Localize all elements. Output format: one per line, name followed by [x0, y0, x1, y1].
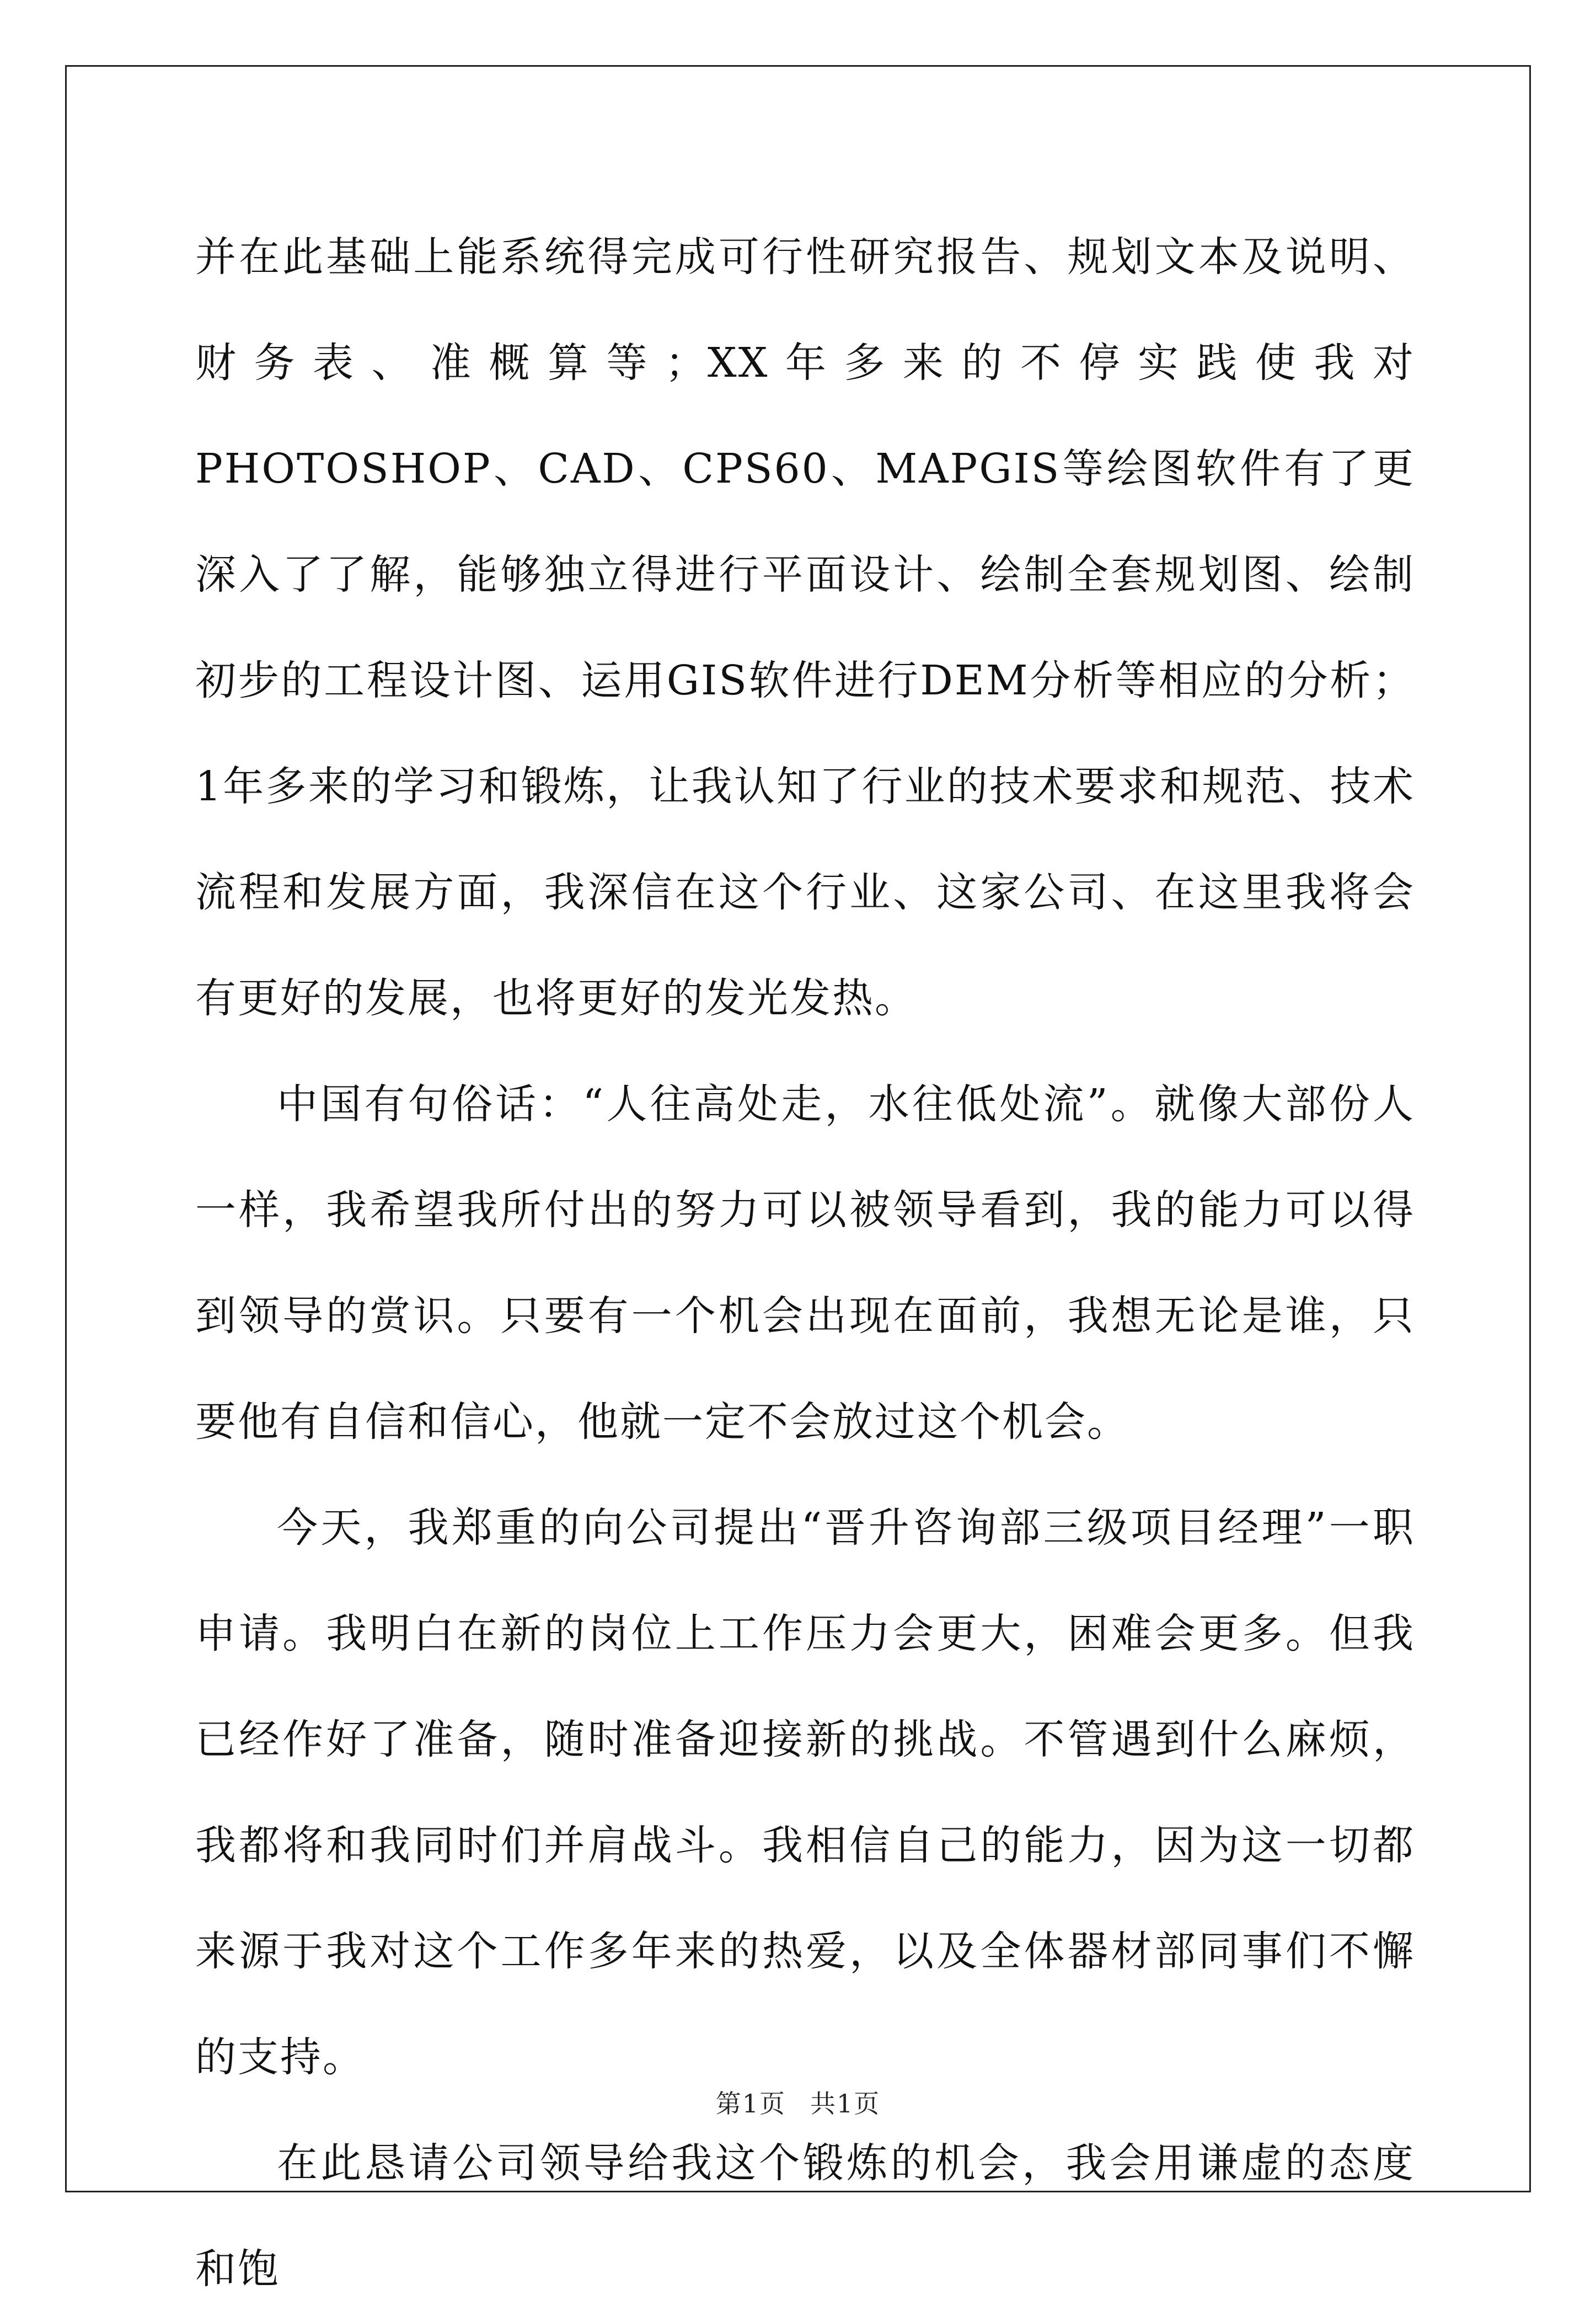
paragraph-3: 今天，我郑重的向公司提出“晋升咨询部三级项目经理”一职申请。我明白在新的岗位上工作压力会更大，困难会更多。但我已经作好了准备，随时准备迎接新的挑战。不管遇到什么麻烦，我都将和我同时们并肩战斗。我相信自己的能力，因为这一切都来源于我对这个工作多年来的热爱，以及全体器材部同事们不懈的支持。	[195, 1504, 1415, 2081]
page-footer	[0, 2084, 1596, 2120]
paragraph-1: 并在此基础上能系统得完成可行性研究报告、规划文本及说明、财务表、准概算等；XX年多来的不停实践使我对PHOTOSHOP、CAD、CPS60、MAPGIS等绘图软件有了更深入了了解，能够独立得进行平面设计、绘制全套规划图、绘制初步的工程设计图、运用GIS软件进行DEM分析等相应的分析；1年多来的学习和锻炼，让我认知了行业的技术要求和规范、技术流程和发展方面，我深信在这个行业、这家公司、在这里我将会有更好的发展，也将更好的发光发热。	[195, 233, 1415, 1022]
page-number: 第1页	[715, 2089, 786, 2118]
paragraph-4: 在此恳请公司领导给我这个锻炼的机会，我会用谦虚的态度和饱	[195, 2139, 1415, 2293]
document-body	[195, 204, 1415, 2322]
page-total: 共1页	[810, 2089, 881, 2118]
paragraph-2: 中国有句俗话：“人往高处走，水往低处流”。就像大部份人一样，我希望我所付出的努力可以被领导看到，我的能力可以得到领导的赏识。只要有一个机会出现在面前，我想无论是谁，只要他有自信和信心，他就一定不会放过这个机会。	[195, 1080, 1415, 1446]
